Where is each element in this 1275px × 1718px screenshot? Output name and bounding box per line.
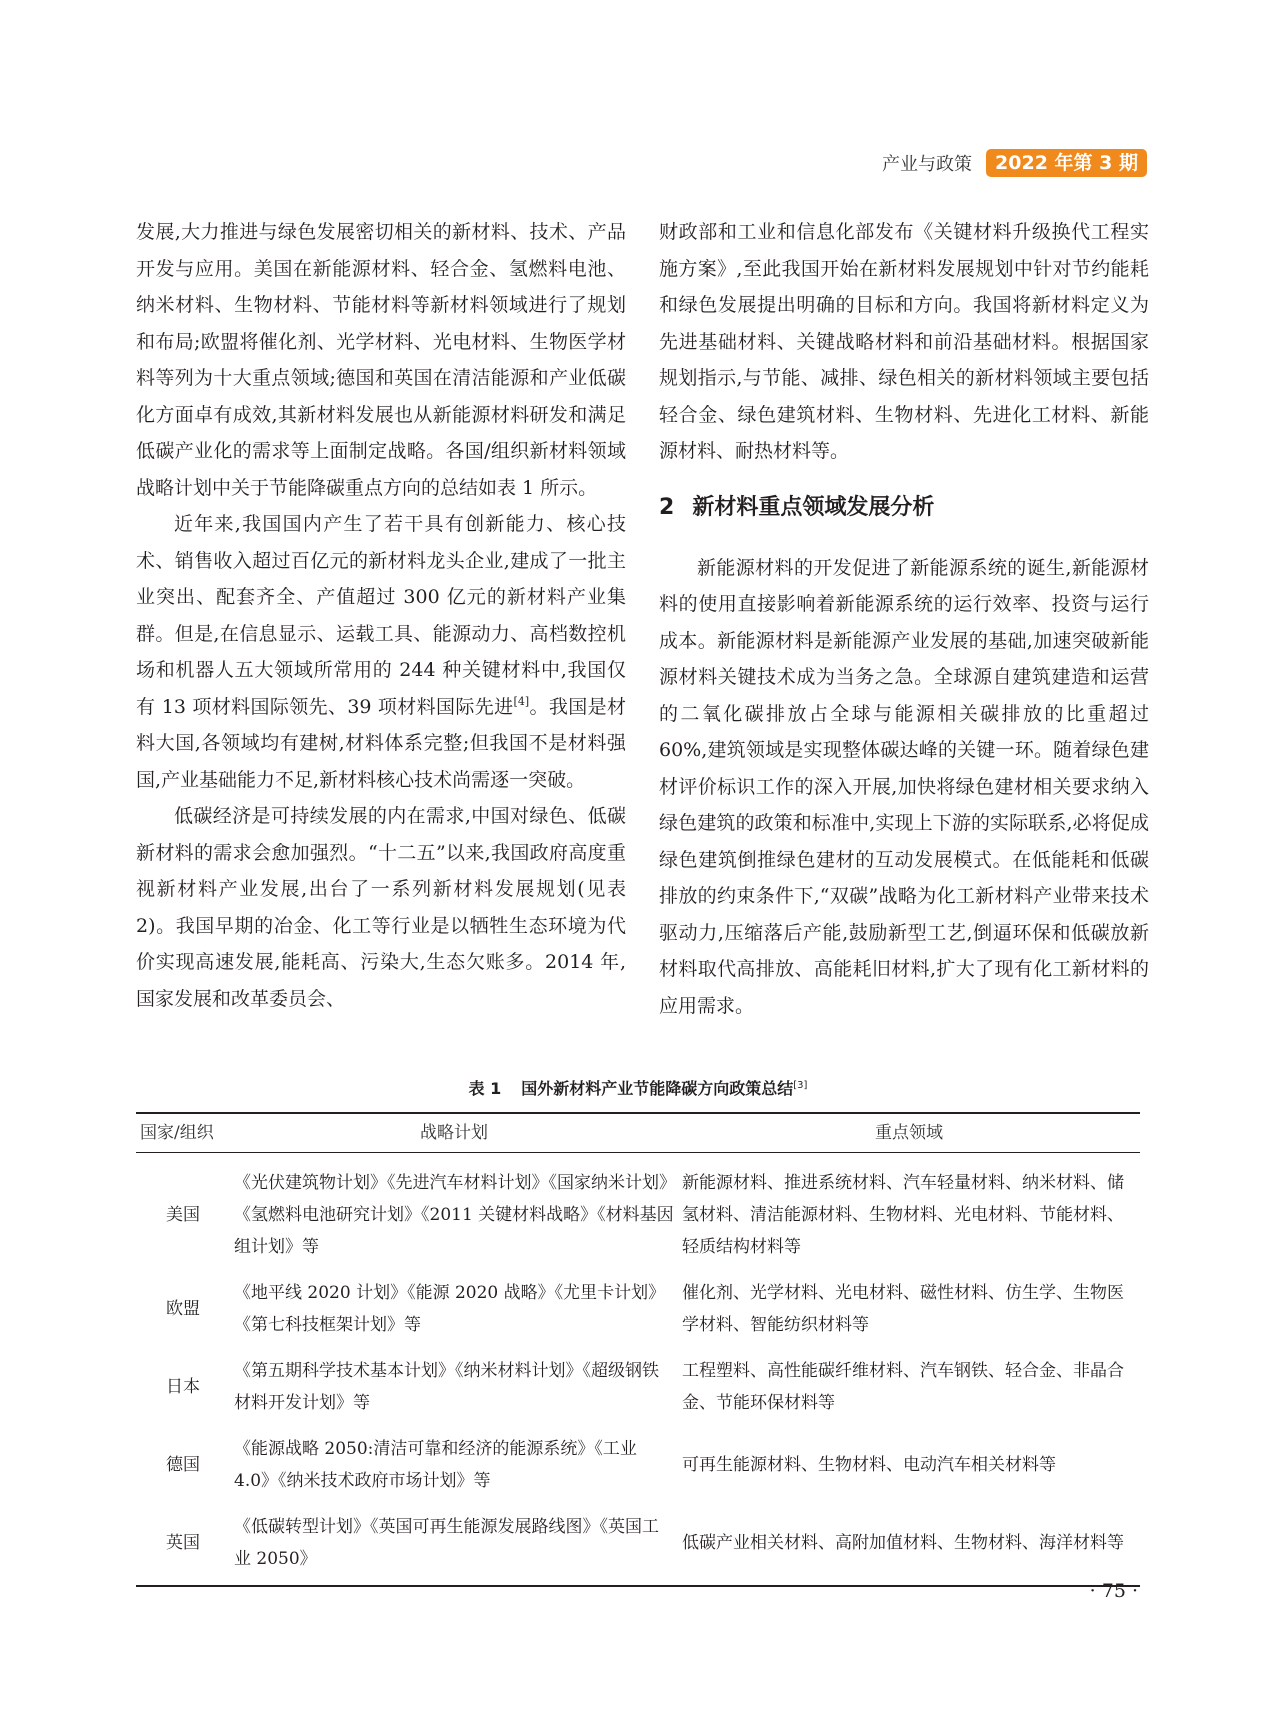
table-citation-marker[interactable]: [3] — [793, 1080, 808, 1091]
paragraph-domestic-industry — [136, 506, 626, 798]
journal-section-name: 产业与政策 — [882, 154, 973, 175]
table-row — [136, 1419, 1140, 1497]
cell-country: 日本 — [166, 1377, 200, 1397]
cell-country: 美国 — [166, 1205, 200, 1225]
paragraph-low-carbon-economy: 低碳经济是可持续发展的内在需求,中国对绿色、低碳新材料的需求会愈加强烈。“十二五”以来,我国政府高度重视新材料产业发展,出台了一系列新材料发展规划(见表 2)。我国早期的冶金、化工等行业是以牺牲生态环境为代价实现高速发展,能耗高、污染大,生态欠账多。2014 年,国家发展和改革委员会、 — [136, 805, 626, 1010]
cell-areas: 工程塑料、高性能碳纤维材料、汽车钢铁、轻合金、非晶合金、节能环保材料等 — [682, 1361, 1124, 1413]
page-number: · 75 · — [1089, 1580, 1138, 1602]
section-number: 2 — [659, 494, 675, 520]
cell-plans: 《地平线 2020 计划》《能源 2020 战略》《尤里卡计划》《第七科技框架计划》等 — [234, 1283, 666, 1335]
paragraph-text: 近年来,我国国内产生了若干具有创新能力、核心技术、销售收入超过百亿元的新材料龙头企业,建成了一批主业突出、配套齐全、产值超过 300 亿元的新材料产业集群。但是,在信息显示、运载工具、能源动力、高档数控机场和机器人五大领域所常用的 244 种关键材料中,我国仅有 13 项材料国际领先、39 项材料国际先进 — [136, 513, 626, 718]
citation-marker[interactable]: [4] — [513, 694, 530, 708]
left-column — [136, 214, 626, 1017]
section-title: 新材料重点领域发展分析 — [692, 494, 935, 520]
table-row — [136, 1263, 1140, 1341]
cell-areas: 低碳产业相关材料、高附加值材料、生物材料、海洋材料等 — [682, 1533, 1124, 1553]
cell-plans: 《低碳转型计划》《英国可再生能源发展路线图》《英国工业 2050》 — [234, 1517, 659, 1569]
table-row — [136, 1341, 1140, 1419]
table-header-row — [136, 1113, 1140, 1153]
policy-table — [136, 1112, 1140, 1587]
cell-areas: 新能源材料、推进系统材料、汽车轻量材料、纳米材料、储氢材料、清洁能源材料、生物材料、光电材料、节能材料、轻质结构材料等 — [682, 1173, 1124, 1257]
cell-areas: 可再生能源材料、生物材料、电动汽车相关材料等 — [682, 1455, 1056, 1475]
cell-country: 英国 — [166, 1533, 200, 1553]
cell-country: 欧盟 — [166, 1299, 200, 1319]
paragraph-continued: 发展,大力推进与绿色发展密切相关的新材料、技术、产品开发与应用。美国在新能源材料、轻合金、氢燃料电池、纳米材料、生物材料、节能材料等新材料领域进行了规划和布局;欧盟将催化剂、光学材料、光电材料、生物医学材料等列为十大重点领域;德国和英国在清洁能源和产业低碳化方面卓有成效,其新材料发展也从新能源材料研发和满足低碳产业化的需求等上面制定战略。各国/组织新材料领域战略计划中关于节能降碳重点方向的总结如表 1 所示。 — [136, 221, 626, 499]
table-number: 表 1 — [468, 1079, 502, 1098]
cell-plans: 《能源战略 2050:清洁可靠和经济的能源系统》《工业 4.0》《纳米技术政府市场计划》等 — [234, 1439, 637, 1491]
column-header-areas: 重点领域 — [678, 1113, 1140, 1153]
paragraph-new-energy-materials: 新能源材料的开发促进了新能源系统的诞生,新能源材料的使用直接影响着新能源系统的运行效率、投资与运行成本。新能源材料是新能源产业发展的基础,加速突破新能源材料关键技术成为当务之急。全球源自建筑建造和运营的二氧化碳排放占全球与能源相关碳排放的比重超过 60%,建筑领域是实现整体碳达峰的关键一环。随着绿色建材评价标识工作的深入开展,加快将绿色建材相关要求纳入绿色建筑的政策和标准中,实现上下游的实际联系,必将促成绿色建筑倒推绿色建材的互动发展模式。在低能耗和低碳排放的约束条件下,“双碳”战略为化工新材料产业带来技术驱动力,压缩落后产能,鼓励新型工艺,倒逼环保和低碳放新材料取代高排放、高能耗旧材料,扩大了现有化工新材料的应用需求。 — [659, 556, 1149, 1017]
paragraph-policy-continued: 财政部和工业和信息化部发布《关键材料升级换代工程实施方案》,至此我国开始在新材料发展规划中针对节约能耗和绿色发展提出明确的目标和方向。我国将新材料定义为先进基础材料、关键战略材料和前沿基础材料。根据国家规划指示,与节能、减排、绿色相关的新材料领域主要包括轻合金、绿色建筑材料、生物材料、先进化工材料、新能源材料、耐热材料等。 — [659, 221, 1149, 462]
table-caption — [136, 1076, 1140, 1099]
column-header-country: 国家/组织 — [136, 1113, 230, 1153]
cell-country: 德国 — [166, 1455, 200, 1475]
issue-badge: 2022 年第 3 期 — [986, 149, 1147, 177]
paragraph-text-tail: 。我国是材料大国,各领域均有建树,材料体系完整;但我国不是材料强国,产业基础能力不足,新材料核心技术尚需逐一突破。 — [136, 695, 626, 791]
table-title: 国外新材料产业节能降碳方向政策总结 — [521, 1079, 794, 1098]
table-row — [136, 1497, 1140, 1586]
right-column — [659, 214, 1149, 1024]
column-header-plan: 战略计划 — [230, 1113, 678, 1153]
cell-plans: 《第五期科学技术基本计划》《纳米材料计划》《超级钢铁材料开发计划》等 — [234, 1361, 659, 1413]
cell-plans: 《光伏建筑物计划》《先进汽车材料计划》《国家纳米计划》《氢燃料电池研究计划》《2011 关键材料战略》《材料基因组计划》等 — [234, 1173, 674, 1257]
section-heading — [659, 490, 1149, 526]
cell-areas: 催化剂、光学材料、光电材料、磁性材料、仿生学、生物医学材料、智能纺织材料等 — [682, 1283, 1124, 1335]
running-header — [882, 148, 1147, 178]
table-row — [136, 1153, 1140, 1264]
